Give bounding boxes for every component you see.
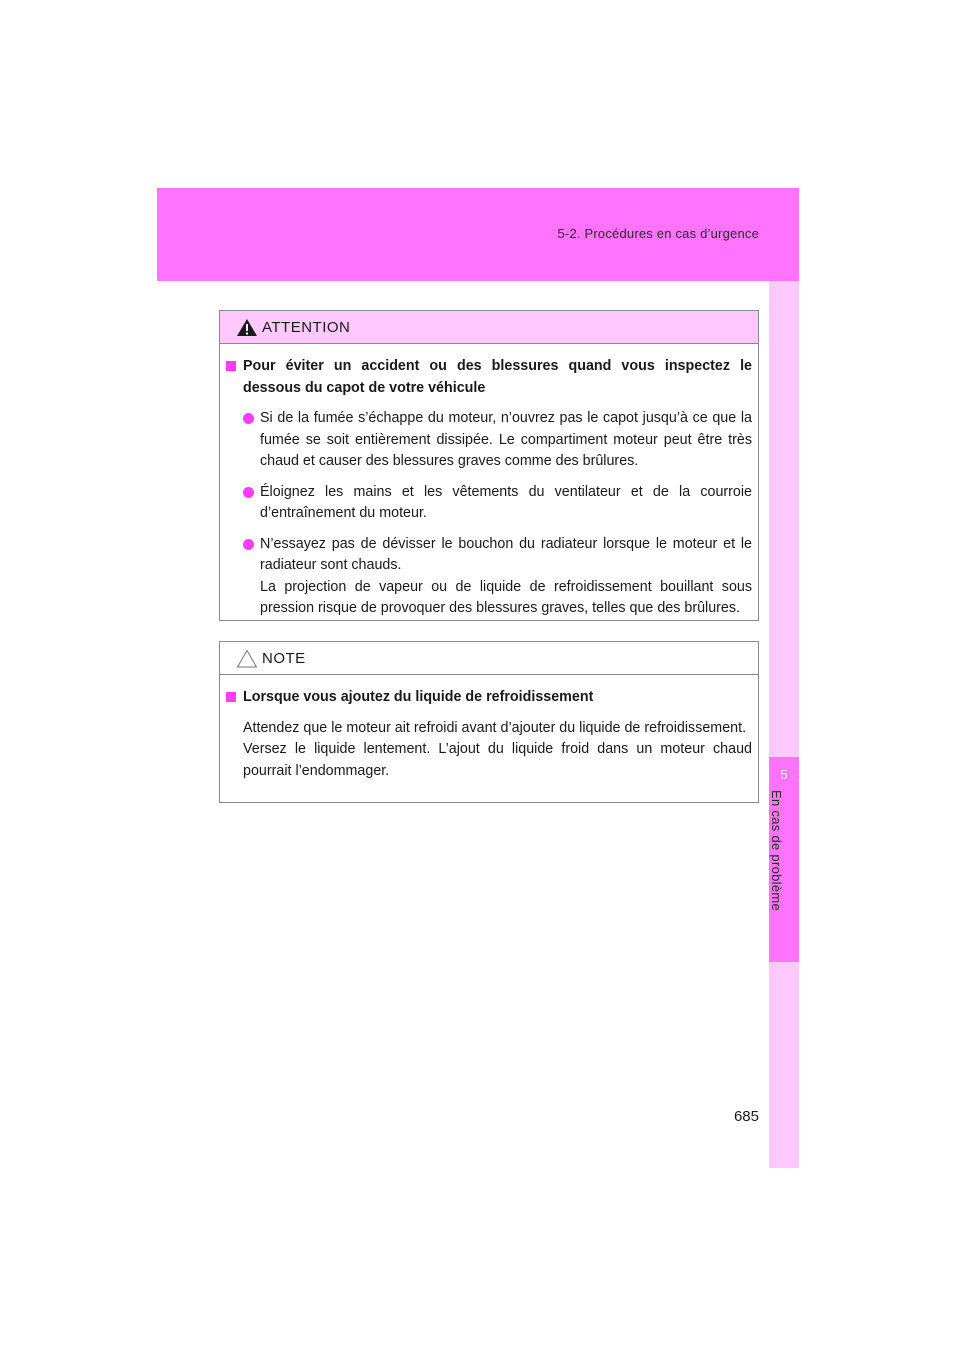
list-item-text: Si de la fumée s’échappe du moteur, n’ouvrez pas le capot jusqu’à ce que la fumée se soit entièrement dissipée. Le compartiment moteur peut être très chaud et causer des blessures graves comme des brûlures. [260, 410, 752, 469]
warning-icon [236, 318, 258, 337]
notice-paragraph: Versez le liquide lentement. L’ajout du liquide froid dans un moteur chaud pourrait l’endommager. [243, 741, 752, 779]
caution-section [226, 356, 752, 620]
page-number: 685 [733, 1108, 759, 1125]
caution-section-title: Pour éviter un accident ou des blessures quand vous inspectez le dessous du capot de votre véhicule [243, 358, 752, 396]
round-bullet-icon [243, 539, 254, 550]
list-item-continuation: La projection de vapeur ou de liquide de refroidissement bouillant sous pression risque de provoquer des blessures graves, telles que des brûlures. [260, 578, 752, 616]
chapter-title: En cas de problème [769, 790, 784, 912]
notice-header [220, 642, 758, 675]
notice-triangle-icon [236, 649, 258, 668]
notice-body [220, 675, 758, 782]
list-item-text: Éloignez les mains et les vêtements du ventilateur et de la courroie d’entraînement du moteur. [260, 483, 752, 521]
notice-label: NOTE [262, 650, 306, 667]
caution-box [219, 310, 759, 621]
notice-box [219, 641, 759, 803]
list-item [243, 408, 752, 473]
list-item-text: N’essayez pas de dévisser le bouchon du radiateur lorsque le moteur et le radiateur sont chauds. [260, 535, 752, 573]
square-bullet-icon [226, 692, 236, 702]
caution-header [220, 311, 758, 344]
section-title: 5-2. Procédures en cas d’urgence [557, 226, 759, 241]
round-bullet-icon [243, 487, 254, 498]
notice-section-title: Lorsque vous ajoutez du liquide de refroidissement [243, 689, 594, 705]
notice-paragraph: Attendez que le moteur ait refroidi avant d’ajouter du liquide de refroidissement. [243, 719, 747, 736]
page-header [157, 188, 799, 281]
list-item [243, 482, 752, 525]
caution-body [220, 344, 758, 620]
notice-section [226, 687, 752, 782]
round-bullet-icon [243, 413, 254, 424]
side-tab [769, 281, 799, 1168]
chapter-number: 5 [780, 767, 788, 782]
square-bullet-icon [226, 361, 236, 371]
list-item [243, 534, 752, 620]
caution-label: ATTENTION [262, 319, 351, 336]
